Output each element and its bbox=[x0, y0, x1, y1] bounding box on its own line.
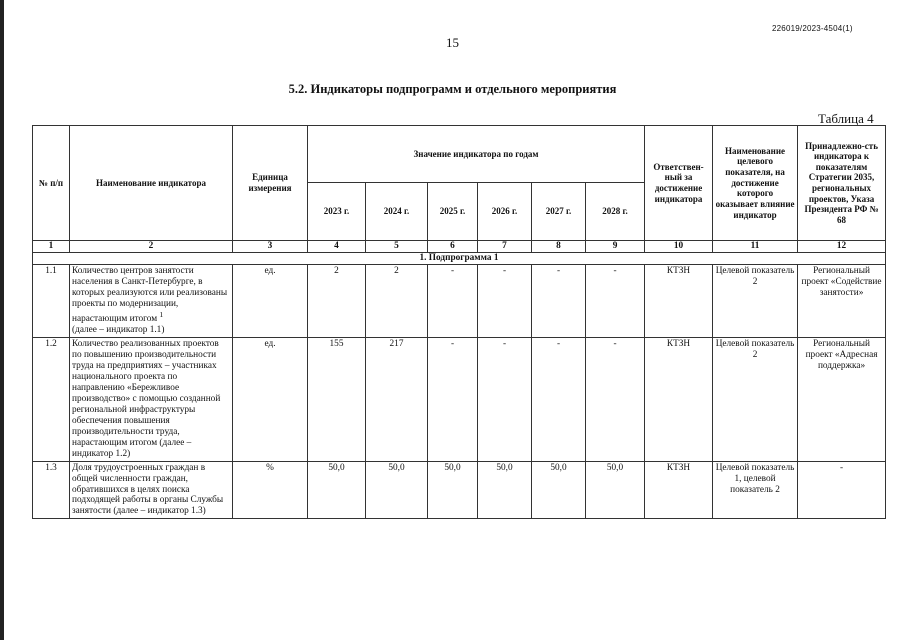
value-cell: - bbox=[428, 265, 478, 338]
header-row bbox=[33, 126, 886, 183]
value-cell: - bbox=[428, 337, 478, 461]
page-number: 15 bbox=[446, 35, 459, 50]
unit-cell: % bbox=[233, 461, 308, 519]
row-number: 1.2 bbox=[33, 337, 70, 461]
column-number: 1 bbox=[33, 241, 70, 253]
header-values: Значение индикатора по годам bbox=[308, 126, 645, 183]
year-header: 2023 г. bbox=[308, 183, 366, 241]
header-target: Наименование целевого показателя, на достижение которого оказывает влияние индикатор bbox=[713, 126, 798, 241]
column-number: 9 bbox=[586, 241, 645, 253]
responsible-cell: КТЗН bbox=[645, 337, 713, 461]
strategy-cell: Региональный проект «Содействие занятости» bbox=[798, 265, 886, 338]
strategy-cell: - bbox=[798, 461, 886, 519]
target-cell: Целевой показатель 1, целевой показатель 2 bbox=[713, 461, 798, 519]
target-cell: Целевой показатель 2 bbox=[713, 265, 798, 338]
column-number: 5 bbox=[366, 241, 428, 253]
table-row bbox=[33, 337, 886, 461]
document-number: 226019/2023-4504(1) bbox=[772, 24, 853, 33]
header-responsible: Ответствен-ный за достижение индикатора bbox=[645, 126, 713, 241]
column-number: 11 bbox=[713, 241, 798, 253]
value-cell: 50,0 bbox=[366, 461, 428, 519]
header-name: Наименование индикатора bbox=[70, 126, 233, 241]
row-number: 1.3 bbox=[33, 461, 70, 519]
target-cell: Целевой показатель 2 bbox=[713, 337, 798, 461]
column-number: 2 bbox=[70, 241, 233, 253]
value-cell: - bbox=[478, 265, 532, 338]
year-header: 2027 г. bbox=[532, 183, 586, 241]
value-cell: - bbox=[478, 337, 532, 461]
header-strategy: Принадлежно-сть индикатора к показателям Стратегии 2035, региональных проектов, Указа Президента РФ № 68 bbox=[798, 126, 886, 241]
table-row bbox=[33, 461, 886, 519]
column-number: 12 bbox=[798, 241, 886, 253]
value-cell: - bbox=[586, 265, 645, 338]
footnote-marker: 1 bbox=[159, 309, 164, 319]
row-number: 1.1 bbox=[33, 265, 70, 338]
column-number: 6 bbox=[428, 241, 478, 253]
subprogram-title: 1. Подпрограмма 1 bbox=[33, 253, 886, 265]
year-header: 2028 г. bbox=[586, 183, 645, 241]
indicator-name: Количество реализованных проектов по повышению производительности труда на предприятиях – участниках национального проекта по направлению «Бережливое производство» с помощью созданной региональной инфраструктуры обеспечения повышения производительности труда, нарастающим итогом (далее – индикатор 1.2) bbox=[70, 337, 233, 461]
indicator-name: Количество центров занятости населения в Санкт-Петербурге, в которых реализуются или реализованы проекты по модернизации, нарастающим итогом $^1$ (далее – индикатор 1.1) bbox=[70, 265, 233, 338]
year-header: 2025 г. bbox=[428, 183, 478, 241]
value-cell: - bbox=[586, 337, 645, 461]
value-cell: - bbox=[532, 265, 586, 338]
value-cell: 155 bbox=[308, 337, 366, 461]
value-cell: 50,0 bbox=[532, 461, 586, 519]
subprogram-row bbox=[33, 253, 886, 265]
column-number-row bbox=[33, 241, 886, 253]
value-cell: 50,0 bbox=[478, 461, 532, 519]
year-header: 2026 г. bbox=[478, 183, 532, 241]
responsible-cell: КТЗН bbox=[645, 265, 713, 338]
header-no: № п/п bbox=[33, 126, 70, 241]
header-unit: Единица измерения bbox=[233, 126, 308, 241]
column-number: 8 bbox=[532, 241, 586, 253]
year-header: 2024 г. bbox=[366, 183, 428, 241]
indicators-table bbox=[32, 125, 886, 519]
column-number: 4 bbox=[308, 241, 366, 253]
value-cell: 50,0 bbox=[586, 461, 645, 519]
value-cell: - bbox=[532, 337, 586, 461]
indicator-name: Доля трудоустроенных граждан в общей численности граждан, обратившихся в целях поиска подходящей работы в органы Службы занятости (далее – индикатор 1.3) bbox=[70, 461, 233, 519]
responsible-cell: КТЗН bbox=[645, 461, 713, 519]
section-title: 5.2. Индикаторы подпрограмм и отдельного мероприятия bbox=[288, 82, 617, 96]
table-row bbox=[33, 265, 886, 338]
value-cell: 2 bbox=[308, 265, 366, 338]
value-cell: 50,0 bbox=[428, 461, 478, 519]
column-number: 10 bbox=[645, 241, 713, 253]
value-cell: 217 bbox=[366, 337, 428, 461]
table-label: Таблица 4 bbox=[818, 111, 874, 126]
unit-cell: ед. bbox=[233, 337, 308, 461]
value-cell: 2 bbox=[366, 265, 428, 338]
column-number: 7 bbox=[478, 241, 532, 253]
value-cell: 50,0 bbox=[308, 461, 366, 519]
column-number: 3 bbox=[233, 241, 308, 253]
unit-cell: ед. bbox=[233, 265, 308, 338]
strategy-cell: Региональный проект «Адресная поддержка» bbox=[798, 337, 886, 461]
